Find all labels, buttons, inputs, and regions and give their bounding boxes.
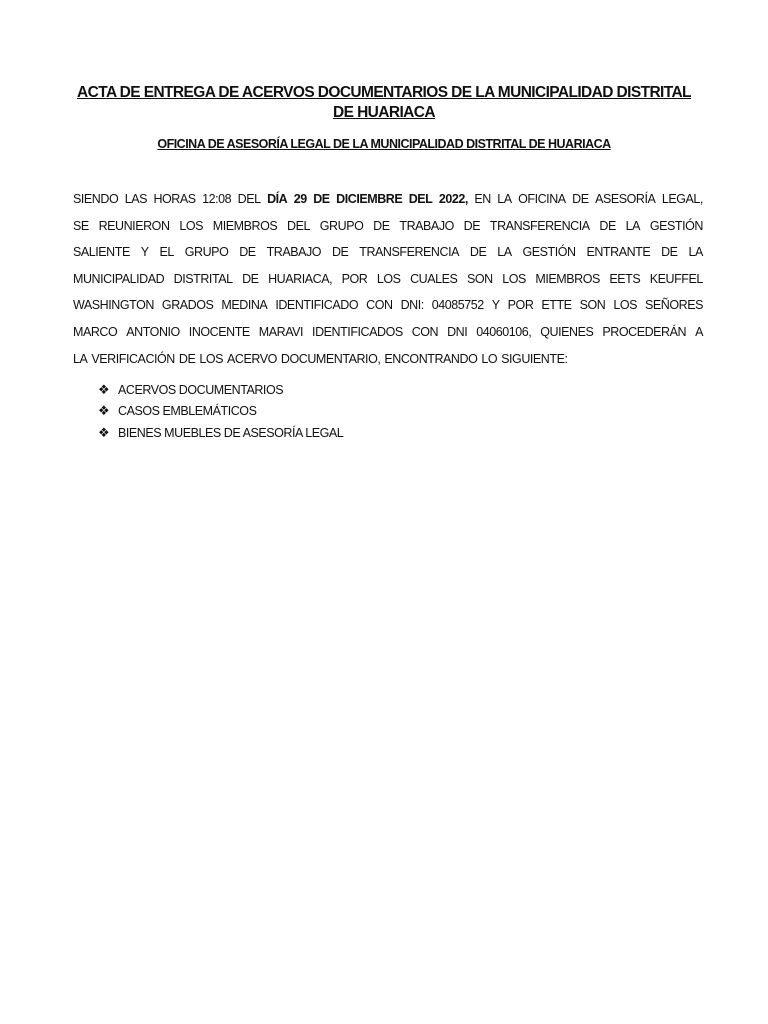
body-word: LOS (613, 298, 637, 313)
document-title (60, 83, 708, 123)
body-word: ETTE (541, 298, 572, 313)
body-word: LOS (179, 218, 203, 233)
body-word: POR (507, 298, 534, 313)
list-item (98, 422, 343, 444)
body-word: DE (178, 351, 196, 366)
body-word: IDENTIFICADO (275, 298, 359, 313)
body-line (73, 346, 703, 373)
body-word: MARAVI (258, 324, 304, 339)
body-word-bold: DICIEMBRE (336, 192, 403, 206)
diamond-bullet-icon: ❖ (98, 424, 110, 440)
body-word: LOS (376, 271, 401, 286)
body-word: ACERVO (227, 351, 277, 366)
body-word: KEUFFEL (649, 271, 703, 286)
body-word: HUARIACA, (268, 271, 333, 286)
body-word: GRADOS (161, 298, 214, 313)
body-word: LA (688, 245, 703, 260)
document-title-line-2: DE HUARIACA (333, 104, 435, 121)
body-word-bold: DE (313, 192, 330, 206)
body-word: DE (469, 245, 487, 260)
body-word: TRABAJO (399, 218, 454, 233)
body-line (73, 266, 703, 293)
list-item (98, 379, 343, 401)
body-word: INOCENTE (188, 324, 250, 339)
list-item (98, 401, 343, 423)
body-word-bold: 29 (293, 192, 307, 206)
body-word: MIEMBROS (212, 218, 278, 233)
diamond-bullet-icon: ❖ (98, 403, 110, 419)
body-word: DEL (237, 192, 261, 206)
body-word: IDENTIFICADOS (312, 324, 403, 339)
body-line (73, 213, 703, 240)
body-word: WASHINGTON (73, 298, 154, 313)
body-word: VERIFICACIÓN (91, 351, 175, 366)
body-word: CUALES (410, 271, 458, 286)
diamond-bullet-icon: ❖ (98, 381, 110, 397)
body-word: EETS (609, 271, 641, 286)
body-word: SEÑORES (645, 298, 703, 313)
body-word: GESTIÓN (522, 245, 576, 260)
body-word: SIGUIENTE: (501, 351, 568, 366)
body-word: SON (466, 271, 493, 286)
body-word: TRABAJO (266, 245, 322, 260)
body-word: SALIENTE (73, 245, 130, 260)
body-word: EN (474, 192, 491, 206)
body-word: MEDINA (221, 298, 268, 313)
body-word: Y (140, 245, 149, 260)
body-word: DE (661, 245, 678, 260)
document-subtitle: OFICINA DE ASESORÍA LEGAL DE LA MUNICIPALIDAD DISTRITAL DE HUARIACA (157, 137, 611, 151)
body-word: LA (625, 218, 641, 233)
body-word: LOS (502, 271, 526, 286)
items-list (98, 379, 343, 444)
body-word: LA (497, 192, 512, 206)
body-word: CON (411, 324, 439, 339)
body-word: HORAS (153, 192, 196, 206)
body-line (73, 292, 703, 319)
body-word: ENTRANTE (586, 245, 651, 260)
body-word: LO (481, 351, 498, 366)
body-word: EL (159, 245, 174, 260)
list-item-label: BIENES MUEBLES DE ASESORÍA LEGAL (118, 425, 344, 440)
body-word: MIEMBROS (535, 271, 600, 286)
body-word-bold: DÍA (267, 192, 288, 206)
body-word: DEL (287, 218, 310, 233)
body-word: QUIENES (540, 324, 594, 339)
body-word: LA (73, 351, 88, 366)
body-word: DNI: (400, 298, 424, 313)
list-item-label: ACERVOS DOCUMENTARIOS (118, 382, 284, 397)
body-word: MARCO (73, 324, 118, 339)
body-word: REUNIERON (98, 218, 170, 233)
body-word: LA (497, 245, 512, 260)
body-word: PROCEDERÁN (602, 324, 687, 339)
body-word: TRANSFERENCIA (489, 218, 590, 233)
body-word: LOS (199, 351, 224, 366)
body-word: GESTIÓN (649, 218, 703, 233)
body-word: LEGAL, (661, 192, 703, 206)
body-word: DE (463, 218, 481, 233)
body-word: ANTONIO (126, 324, 180, 339)
body-word: DE (239, 245, 256, 260)
body-word: DE (242, 271, 259, 286)
body-word: ASESORÍA (595, 192, 656, 206)
body-word: DE (373, 218, 390, 233)
body-word: SE (73, 218, 89, 233)
body-line (73, 239, 703, 266)
body-word: DOCUMENTARIO, (280, 351, 381, 366)
body-word: GRUPO (319, 218, 364, 233)
body-word: SON (579, 298, 606, 313)
document-title-line-1: ACTA DE ENTREGA DE ACERVOS DOCUMENTARIOS DE LA MUNICIPALIDAD DISTRITAL (77, 84, 691, 101)
body-word: DE (331, 245, 349, 260)
body-word: A (695, 324, 703, 339)
body-word-bold: 2022, (438, 192, 468, 206)
body-word: SIENDO (73, 192, 119, 206)
body-word: 04085752 (431, 298, 484, 313)
body-word: DE (599, 218, 616, 233)
body-word: DNI (447, 324, 468, 339)
body-word: DE (572, 192, 589, 206)
body-line (73, 186, 703, 213)
body-word: 12:08 (202, 192, 232, 206)
body-word: TRANSFERENCIA (359, 245, 459, 260)
body-word-bold: DEL (408, 192, 433, 206)
body-line (73, 319, 703, 346)
body-word: OFICINA (518, 192, 566, 206)
body-word: 04060106, (476, 324, 532, 339)
list-item-label: CASOS EMBLEMÁTICOS (118, 404, 257, 419)
body-word: CON (366, 298, 393, 313)
body-word: Y (491, 298, 500, 313)
body-word: LAS (124, 192, 147, 206)
body-word: DISTRITAL (173, 271, 233, 286)
body-word: MUNICIPALIDAD (73, 271, 165, 286)
document-body (73, 186, 703, 372)
body-word: GRUPO (184, 245, 229, 260)
body-word: POR (341, 271, 368, 286)
body-word: ENCONTRANDO (384, 351, 478, 366)
